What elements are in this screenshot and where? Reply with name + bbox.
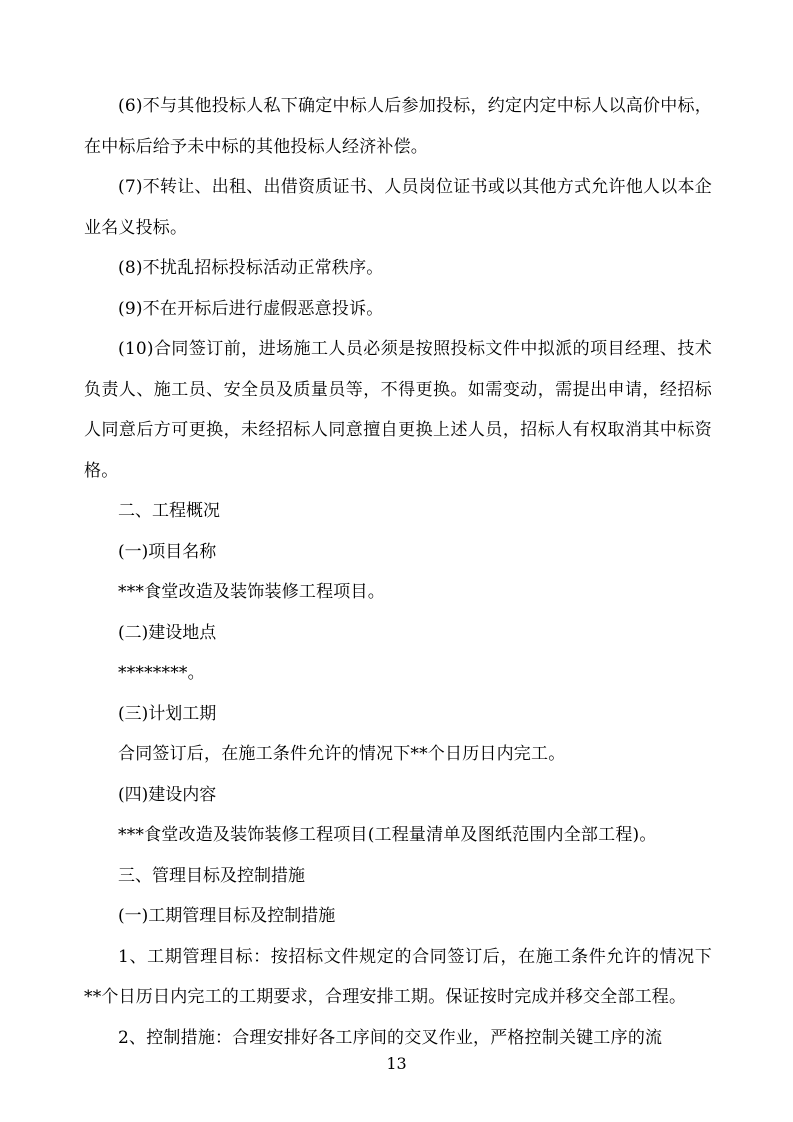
paragraph-item-10: (10)合同签订前，进场施工人员必须是按照投标文件中拟派的项目经理、技术负责人、施工员、安全员及质量员等，不得更换。如需变动，需提出申请，经招标人同意后方可更换，未经招标人同意擅自更换上述人员，招标人有权取消其中标资格。: [84, 339, 712, 481]
control-measures-paragraph: 2、控制措施：合理安排好各工序间的交叉作业，严格控制关键工序的流: [118, 1027, 663, 1048]
paragraph-item-8: (8)不扰乱招标投标活动正常秩序。: [118, 258, 384, 278]
subheading-project-name: (一)项目名称: [118, 541, 217, 562]
paragraph-item-9: (9)不在开标后进行虚假恶意投诉。: [118, 298, 384, 319]
subheading-schedule-management: (一)工期管理目标及控制措施: [118, 906, 336, 926]
construction-site-text: ********。: [118, 663, 205, 683]
paragraph-item-6: (6)不与其他投标人私下确定中标人后参加投标，约定内定中标人以高价中标，在中标后给予未中标的其他投标人经济补偿。: [84, 96, 712, 157]
page-number: 13: [386, 1054, 407, 1073]
page-body: [84, 86, 712, 1058]
planned-schedule-text: 合同签订后，在施工条件允许的情况下**个日历日内完工。: [118, 744, 566, 764]
section-heading-management-goals: 三、管理目标及控制措施: [118, 865, 305, 886]
section-heading-project-overview: 二、工程概况: [118, 501, 220, 521]
subheading-construction-content: (四)建设内容: [118, 784, 217, 805]
subheading-construction-site: (二)建设地点: [118, 622, 217, 643]
paragraph-item-7: (7)不转让、出租、出借资质证书、人员岗位证书或以其他方式允许他人以本企业名义投标。: [84, 177, 712, 238]
schedule-goal-paragraph: 1、工期管理目标：按招标文件规定的合同签订后，在施工条件允许的情况下**个日历日内完工的工期要求，合理安排工期。保证按时完成并移交全部工程。: [84, 946, 712, 1007]
construction-content-text: ***食堂改造及装饰装修工程项目(工程量清单及图纸范围内全部工程)。: [118, 825, 657, 845]
project-name-text: ***食堂改造及装饰装修工程项目。: [118, 582, 385, 602]
subheading-planned-schedule: (三)计划工期: [118, 703, 217, 724]
